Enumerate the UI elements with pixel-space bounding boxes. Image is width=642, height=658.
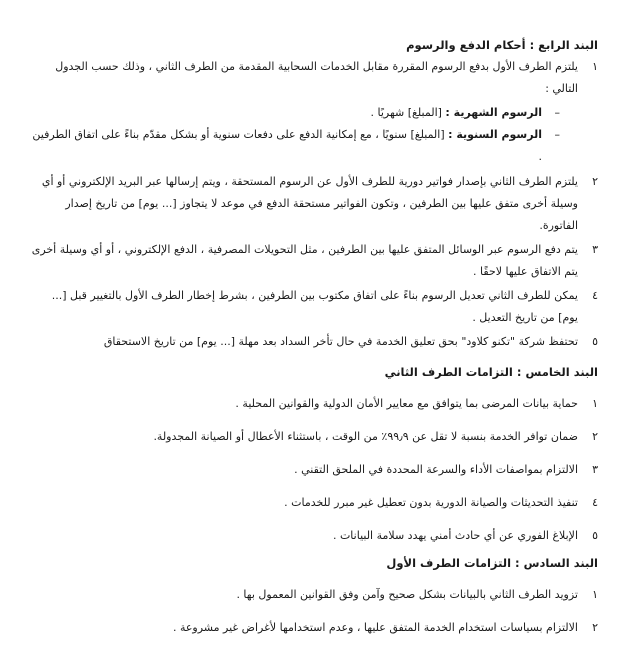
fee-text: [المبلغ] شهريًا . [370,106,446,119]
item-text: الالتزام بسياسات استخدام الخدمة المتفق عليها ، وعدم استخدامها لأغراض غير مشروعة . [172,621,578,634]
item-number: ١ [592,397,598,410]
item-text: يلتزم الطرف الثاني بإصدار فواتير دورية للطرف الأول عن الرسوم المستحقة ، ويتم إرسالها عبر البريد الإلكتروني أو أي وسيلة أخرى متفق عليها بين الطرفين ، وتكون الفواتير مستحقة الدفع في موعد لا يتجاوز [... يوم] من تاريخ إصدار الفاتورة. [41,175,578,232]
item-text: يلتزم الطرف الأول بدفع الرسوم المقررة مقابل الخدمات السحابية المقدمة من الطرف الثاني ، وذلك حسب الجدول التالي : [55,60,578,95]
item-text: تزويد الطرف الثاني بالبيانات بشكل صحيح وآمن وفق القوانين المعمول بها . [236,588,578,601]
dash-bullet: – [554,106,560,119]
item-text: تنفيذ التحديثات والصيانة الدورية بدون تعطيل غير مبرر للخدمات . [284,496,578,509]
dash-bullet: – [554,128,560,141]
item-number: ٣ [592,463,598,476]
list-item [30,426,598,448]
item-text: يمكن للطرف الثاني تعديل الرسوم بناءً على اتفاق مكتوب بين الطرفين ، بشرط إخطار الطرف الأول بالتغيير قبل [... يوم] من تاريخ التعديل . [51,289,578,324]
section6-heading: البند السادس : التزامات الطرف الأول [386,556,598,570]
list-item [30,285,598,329]
fee-item-annual [30,124,598,168]
section5-list [30,393,598,547]
list-item [30,525,598,547]
item-text: حماية بيانات المرضى بما يتوافق مع معايير الأمان الدولية والقوانين المحلية . [235,397,578,410]
list-item [30,459,598,481]
section5-heading: البند الخامس : التزامات الطرف الثاني [384,365,598,379]
section4-heading: البند الرابع : أحكام الدفع والرسوم [406,38,598,52]
list-item [30,239,598,283]
item-text: ضمان توافر الخدمة بنسبة لا تقل عن ٩٩٫٩٪ من الوقت ، باستثناء الأعطال أو الصيانة المجدولة. [153,430,578,443]
list-item [30,331,598,353]
item-text: الإبلاغ الفوري عن أي حادث أمني يهدد سلامة البيانات . [332,529,578,542]
list-item [30,584,598,606]
fee-label: الرسوم السنوية : [448,128,542,141]
item-text: يتم دفع الرسوم عبر الوسائل المتفق عليها بين الطرفين ، مثل التحويلات المصرفية ، الدفع الإلكتروني ، أو أي وسيلة أخرى يتم الاتفاق عليها لاحقًا . [31,243,578,278]
fee-label: الرسوم الشهرية : [445,106,542,119]
item-text: تحتفظ شركة "تكنو كلاود" بحق تعليق الخدمة في حال تأخر السداد بعد مهلة [... يوم] من تاريخ الاستحقاق [103,335,578,348]
item-number: ١ [592,588,598,601]
list-item [30,393,598,415]
list-item [30,171,598,237]
item-number: ٥ [592,335,598,348]
item-number: ٤ [592,496,598,509]
list-item [30,617,598,639]
item-number: ٢ [592,175,598,188]
item-number: ٥ [592,529,598,542]
section6-list [30,584,598,639]
fee-item-monthly [30,102,598,124]
item-text: الالتزام بمواصفات الأداء والسرعة المحددة في الملحق التقني . [294,463,578,476]
item-number: ٤ [592,289,598,302]
item-number: ٢ [592,430,598,443]
section4-list [30,56,598,353]
item-number: ١ [592,60,598,73]
item-number: ٣ [592,243,598,256]
item-number: ٢ [592,621,598,634]
list-item [30,492,598,514]
fee-text: [المبلغ] سنويًا ، مع إمكانية الدفع على دفعات سنوية أو بشكل مقدّم بناءً على اتفاق الطرفين . [32,128,542,163]
list-item [30,56,598,100]
